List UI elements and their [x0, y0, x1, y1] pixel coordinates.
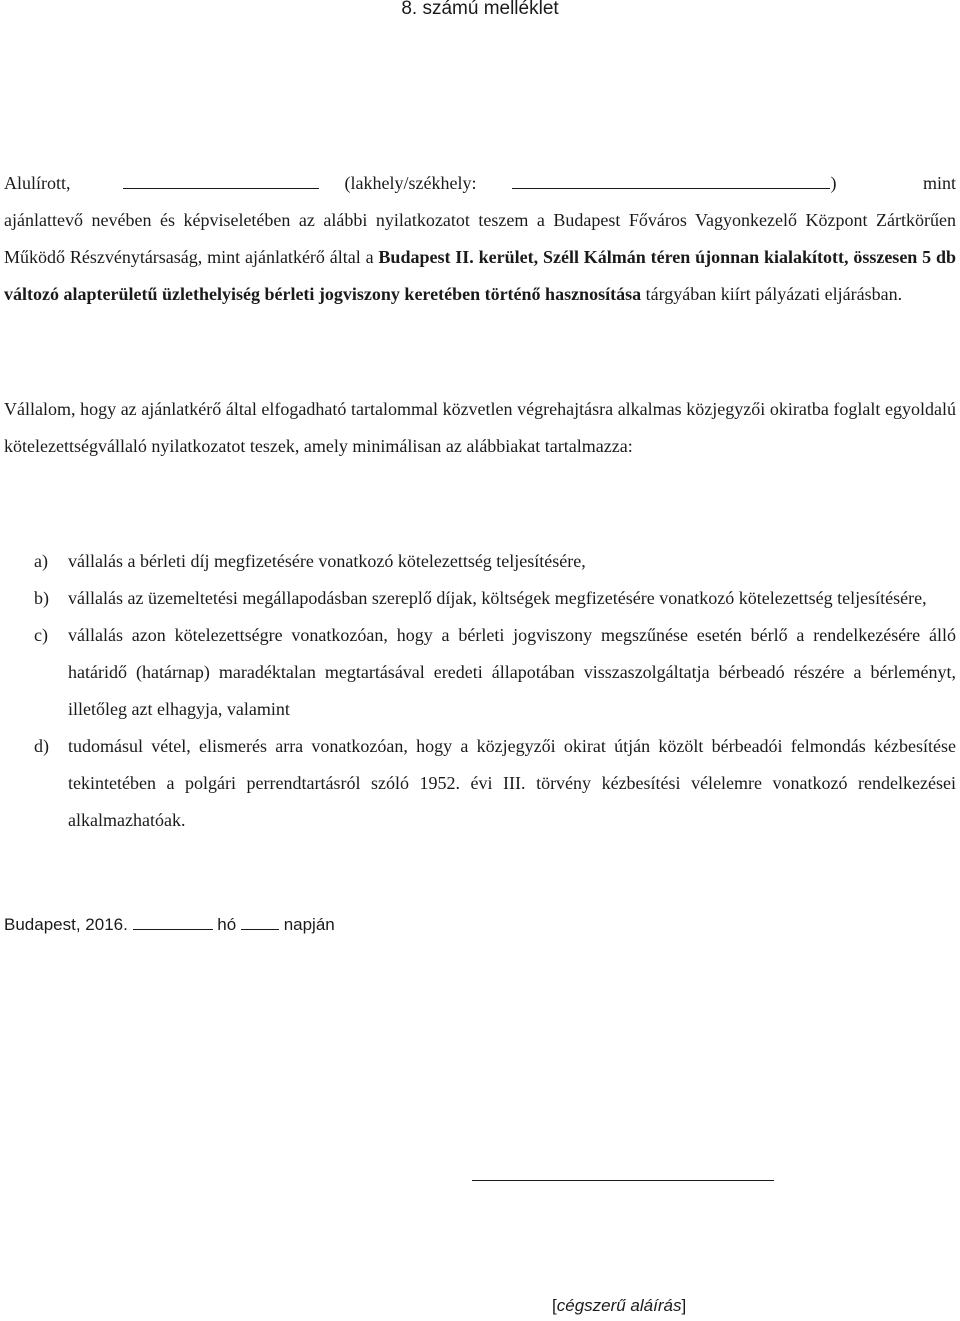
- annex-label: 8. számú melléklet: [401, 0, 559, 19]
- declaration-lead: Alulírott,: [4, 173, 71, 193]
- address-label: (lakhely/székhely:: [344, 173, 477, 193]
- date-place-year: Budapest, 2016.: [4, 915, 128, 934]
- list-marker: d): [34, 736, 49, 756]
- declaration-address-close: ) mint ajánlattevő nevében és képviseletében az alábbi nyilatkozatot teszem a Budapest Főváros Vagyonkezelő Központ Zártkörűen Működő Részvénytársaság, mint ajánlatkérő által a: [4, 173, 956, 267]
- list-item: [0, 543, 956, 580]
- signature-label-text: cégszerű aláírás: [556, 1296, 682, 1315]
- declaration-tail: tárgyában kiírt pályázati eljárásban.: [645, 284, 903, 304]
- list-marker: b): [34, 588, 49, 608]
- address-blank: [512, 174, 830, 189]
- declaration-subject: Budapest II. kerület, Széll Kálmán téren újonnan kialakított, összesen 5 db változó alapterületű üzlethelyiség bérleti jogviszony keretében történő hasznosítása: [4, 247, 957, 304]
- list-marker: a): [34, 551, 48, 571]
- list-item: [0, 728, 956, 839]
- signature-label: [552, 1296, 686, 1316]
- list-item: [0, 617, 956, 728]
- signature-open-bracket: [: [552, 1296, 557, 1315]
- list-item-text: vállalás a bérleti díj megfizetésére vonatkozó kötelezettség teljesítésére,: [68, 551, 586, 571]
- obligation-list: [0, 543, 956, 839]
- declaration-paragraph: [4, 165, 956, 313]
- list-item-text: vállalás az üzemeltetési megállapodásban szereplő díjak, költségek megfizetésére vonatkozó kötelezettség teljesítésére,: [68, 588, 927, 608]
- signature-close-bracket: ]: [681, 1296, 687, 1315]
- list-marker: c): [34, 625, 48, 645]
- date-day-word: napján: [283, 915, 335, 934]
- name-blank: [123, 174, 319, 189]
- list-item-text: tudomásul vétel, elismerés arra vonatkozóan, hogy a közjegyzői okirat útján közölt bérbeadói felmondás kézbesítése tekintetében a polgári perrendtartásról szóló 1952. évi III. törvény kézbesítési vélelemre vonatkozó rendelkezései alkalmazhatóak.: [68, 736, 956, 830]
- list-item: [0, 580, 956, 617]
- date-line: [4, 915, 335, 935]
- list-item-text: vállalás azon kötelezettségre vonatkozóan, hogy a bérleti jogviszony megszűnése esetén bérlő a rendelkezésére álló határidő (határnap) maradéktalan megtartásával eredeti állapotában visszaszolgáltatja bérbeadó részére a bérleményt, illetőleg azt elhagyja, valamint: [68, 625, 956, 719]
- day-blank: [241, 916, 279, 930]
- date-month-word: hó: [217, 915, 237, 934]
- undertaking-paragraph: Vállalom, hogy az ajánlatkérő által elfogadható tartalommal közvetlen végrehajtásra alkalmas közjegyzői okiratba foglalt egyoldalú kötelezettségvállaló nyilatkozatot teszek, amely minimálisan az alábbiakat tartalmazza:: [4, 399, 956, 456]
- signature-line: [472, 1180, 774, 1181]
- month-blank: [133, 916, 213, 930]
